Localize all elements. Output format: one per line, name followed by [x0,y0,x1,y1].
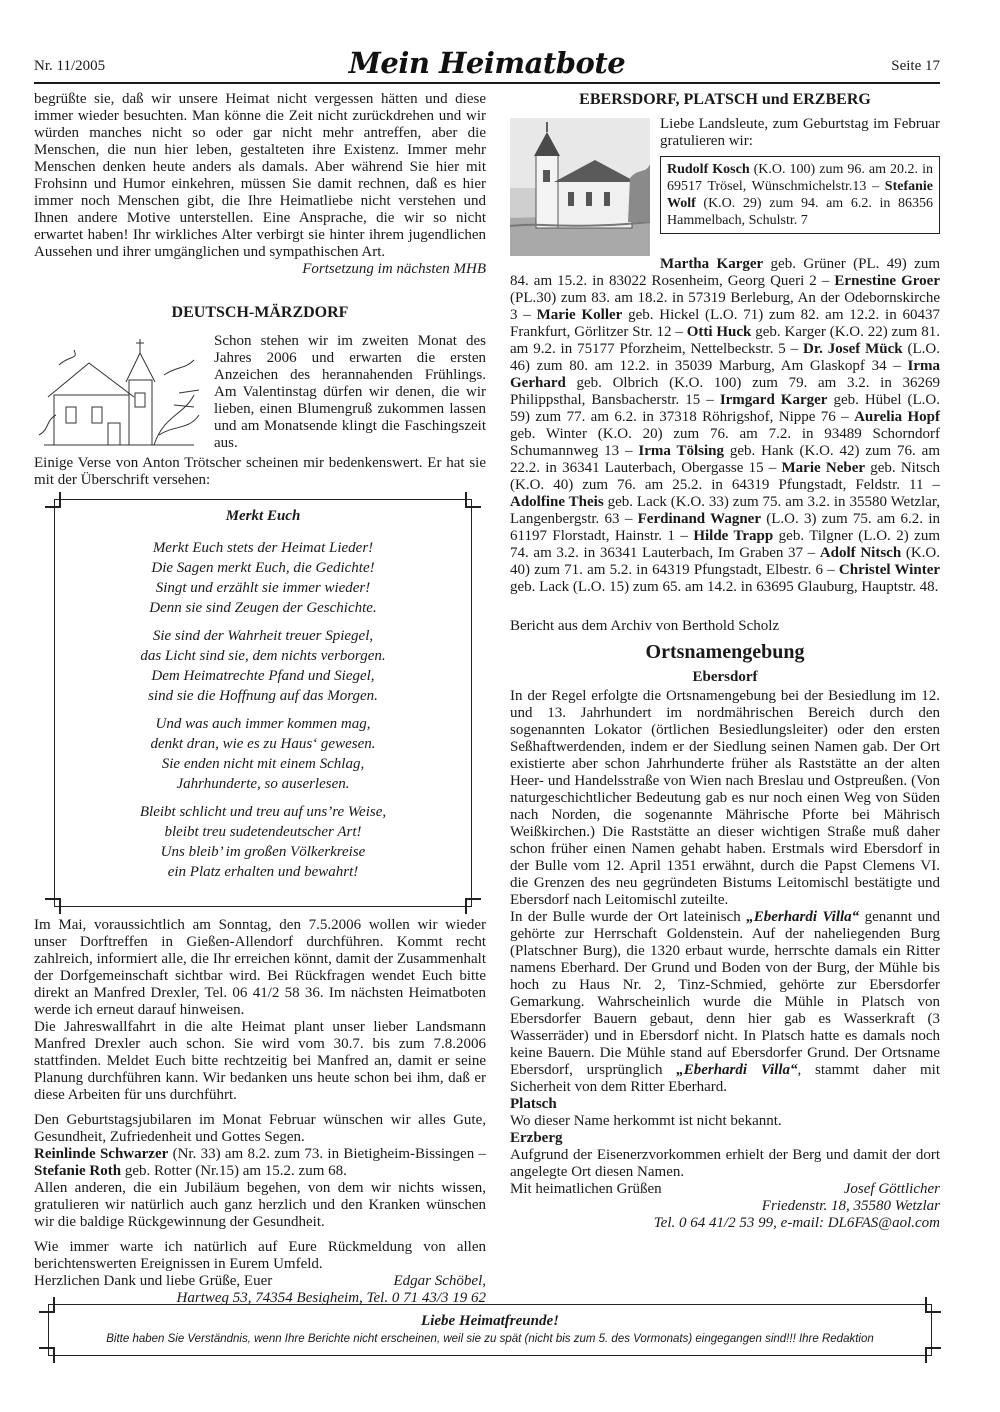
birthday-name: Martha Karger [660,256,764,272]
verses-intro: Einige Verse von Anton Trötscher scheinen mir bedenkenswert. Er hat sie mit der Überschrift versehen: [34,455,486,488]
article-title: Ortsnamengebung [645,641,805,663]
birthday-name: Hilde Trapp [693,528,774,544]
birthday-detail: geb. Rotter (Nr.15) am 15.2. zum 68. [121,1163,347,1179]
poem-line: Singt und erzählt sie immer wieder! [155,580,371,596]
chapel-illustration [34,335,204,453]
section-title-ebersdorf: EBERSDORF, PLATSCH und ERZBERG [579,91,871,108]
church-photo [510,118,650,256]
right-column [510,91,940,1232]
pilgrimage-paragraph: Die Jahreswallfahrt in die alte Heimat plant unser lieber Landsmann Manfred Drexler auch schon. Sie wird vom 30.7. bis zum 7.8.2006 stattfinden. Meldet Euch bitte rechtzeitig bei Manfred an, damit er seine Planung durchführen kann. Wir bedanken uns heute schon bei ihm, daß er diese Arbeiten für uns durchführt. [34,1019,486,1103]
greeting: Herzlichen Dank und liebe Grüße, Euer [34,1273,273,1289]
birthday-name: Christel Winter [838,562,941,578]
corner-ornament [39,1347,55,1363]
corner-ornament [45,492,61,508]
birthday-greeting: Liebe Landsleute, zum Geburtstag im Februar gratulieren wir: [660,116,940,149]
closing-paragraph: Wie immer warte ich natürlich auf Eure Rückmeldung von allen berichtenswerten Ereignissen in Eurem Umfeld. [34,1239,486,1272]
poem-stanza [63,626,463,706]
poem-title: Merkt Euch [225,508,301,524]
birthday-wishes: Den Geburtstagsjubilaren im Monat Februar wünschen wir alles Gute, Gesundheit, Zufriedenheit und Gottes Segen. [34,1112,486,1145]
ebersdorf-paragraph-1: In der Regel erfolgte die Ortsnamengebung bei der Besiedlung im 12. und 13. Jahrhundert im nordmährischen Bereich durch den sogenannten Lokator (örtlichen Besiedlungsleiter) oder den ersten Seßhaftwerdenden, indem er der Siedlung seinen Namen gab. Der Ort existierte aber schon Jahrhunderte früher als Raststätte an der alten Heer- und Handelsstraße von Wien nach Breslau und Ostpreußen. (Von naturgeschichtlicher Bedeutung gab es nur noch einen Weg von Süden nach Norden, die sogenannte Mährische Pforte bei Mährisch Weißkirchen.) Die Raststätte an dieser wichtigen Straße muß daher schon früher einen Namen gehabt haben. Erstmals wird Ebersdorf in der Bulle vom 12. April 1351 erwähnt, durch die Papst Clemens VI. die Grenzen des neu gegründeten Bistums Leitomischl bestätigte und Ebersdorf nach Leitomischl zuteilte. [510,688,940,908]
poem-line: Bleibt schlicht und treu auf uns’re Weise, [139,804,387,820]
poem-line: sind sie die Hoffnung auf das Morgen. [148,688,378,704]
birthday-detail: (K.O. 29) zum 94. am 6.2. in 86356 Hammelbach, Schulstr. 7 [667,196,933,228]
page-number: Seite 17 [891,58,940,74]
subheading-platsch: Platsch [510,1096,557,1112]
platsch-text: Wo dieser Name herkommt ist nicht bekannt. [510,1113,782,1129]
erzberg-text: Aufgrund der Eisenerzvorkommen erhielt der Berg und damit der dort angelegte Ort diesen Namen. [510,1147,940,1180]
birthday-detail: geb. Nitsch (K.O. 40) zum 76. am 25.2. in 64319 Pfungstadt, Feldstr. 11 – [510,460,940,493]
birthday-name: Marie Koller [536,307,623,323]
section-title-deutsch-maerzdorf: DEUTSCH-MÄRZDORF [171,304,349,321]
left-column [34,91,486,1307]
birthday-name: Rudolf Kosch [667,162,750,177]
corner-ornament [465,898,481,914]
poem-line: Sie sind der Wahrheit treuer Spiegel, [152,628,374,644]
poem-line: Die Sagen merkt Euch, die Gedichte! [151,560,375,576]
issue-number: Nr. 11/2005 [34,58,106,74]
poem-line: das Licht sind sie, dem nichts verborgen. [140,648,386,664]
footer-notice [48,1304,932,1356]
birthday-detail: (Nr. 33) am 8.2. zum 73. in Bietigheim-Bissingen – [168,1146,487,1162]
birthday-detail: geb. Grüner (PL. 49) zum 84. am 15.2. in 83022 Rosenheim, Georg Queri 2 – [510,256,940,289]
text-span: In der Bulle wurde der Ort lateinisch [510,909,747,925]
birthday-detail: geb. Lack (L.O. 15) zum 65. am 14.2. in 63695 Glauburg, Hauptstr. 48. [510,579,939,595]
poem-line: ein Platz erhalten und bewahrt! [167,864,359,880]
birthday-name: Irma Tölsing [638,443,725,459]
birthday-name: Adolf Nitsch [819,545,902,561]
poem-line: Und was auch immer kommen mag, [155,716,371,732]
birthday-detail: geb. Olbrich (K.O. 100) zum 79. am 3.2. in 36269 Philippsthal, Bansbacherstr. 15 – [510,375,940,408]
birthday-name: Irmgard Karger [719,392,828,408]
page-header [34,46,940,82]
birthday-detail: (L.O. 46) zum 80. am 12.2. in 35039 Marburg, Am Glaskopf 34 – [510,341,940,374]
birthday-name: Otti Huck [686,324,752,340]
birthday-list [34,1146,486,1180]
birthday-detail: geb. Hank (K.O. 42) zum 76. am 22.2. in 36341 Lauterbach, Obergasse 15 – [510,443,940,476]
birthday-detail: (PL.30) zum 83. am 18.2. in 57319 Berleburg, An der Odebornskirche 3 – [510,290,940,323]
birthday-name: Stefanie Roth [34,1163,122,1179]
birthday-detail: (K.O. 100) zum 96. am 20.2. in 69517 Trösel, Wünschmichelstr.13 – [667,162,933,194]
intro-text: begrüßte sie, daß wir unsere Heimat nicht vergessen hätten und diese immer wieder besuchten. Man könne die Zeit nicht zurückdrehen und wir würden manches nicht so oder gar nicht mehr antreffen, aber die Menschen, die nun hier leben, gestalteten ihre Existenz. Immer mehr Menschen denken heute anders als damals. Aber während Sie hier mit Frohsinn und Humor einkehren, müssen Sie damit rechnen, daß es hier immer noch Menschen gibt, die Ihre Heimatliebe nicht verstehen und Ihnen andere Motive unterstellen. Eine Ansprache, die wir so nicht erwartet haben! Ihr wirkliches Alter verbirgt sie hinter ihrem jugendlichen Aussehen und ihrer umgänglichen und sympathischen Art. [34,91,486,260]
poem-line: denkt dran, wie es zu Haus‘ gewesen. [150,736,376,752]
birthday-name: Ernestine Groer [834,273,940,289]
birthday-detail: geb. Lack (K.O. 33) zum 75. am 3.2. in 35580 Wetzlar, Langenbergstr. 63 – [510,494,941,527]
corner-ornament [39,1297,55,1313]
poem-line: Uns bleib’ im großen Völkerkreise [160,844,366,860]
poem-line: bleibt treu sudetendeutscher Art! [164,824,362,840]
birthday-name: Aurelia Hopf [854,409,940,425]
birthday-name: Dr. Josef Mück [803,341,903,357]
birthday-detail: (L.O. 3) zum 75. am 6.2. in 61197 Florstadt, Hainstr. 1 – [510,511,940,544]
birthday-detail: geb. Winter (K.O. 20) zum 76. am 7.2. in 93489 Schorndorf Schumannweg 13 – [510,426,940,459]
author-contact: Tel. 0 64 41/2 53 99, e-mail: DL6FAS@aol.com [653,1215,940,1231]
birthday-name: Stefanie Wolf [667,179,933,211]
poem-stanza [63,714,463,794]
birthday-name: Adolfine Theis [510,494,604,510]
corner-ornament [45,898,61,914]
corner-ornament [465,492,481,508]
signature-line [34,1273,486,1290]
poem-line: Merkt Euch stets der Heimat Lieder! [152,540,374,556]
others-paragraph: Allen anderen, die ein Jubiläum begehen, von dem wir nichts wissen, gratulieren wir natürlich auch ganz herzlich und den Kranken wünschen wir die baldige Rückgewinnung der Gesundheit. [34,1180,486,1230]
birthday-list [510,256,940,596]
ebersdorf-paragraph-2 [510,909,940,1096]
birthday-detail: geb. Karger (K.O. 22) zum 81. am 9.2. in 75177 Pforzheim, Nettelbeckstr. 5 – [510,324,940,357]
poem-box [54,499,472,907]
birthday-name: Irma Gerhard [510,358,940,391]
footer-text: Bitte haben Sie Verständnis, wenn Ihre Berichte nicht erscheinen, weil sie zu spät (nicht bis zum 5. des Vormonats) eingegangen sind!!! Ihre Redaktion [106,1333,874,1345]
author-name: Josef Göttlicher [843,1181,940,1197]
subheading-ebersdorf: Ebersdorf [692,669,758,685]
text-span: , stammt daher mit Sicherheit von dem Ritter Eberhard. [510,1062,940,1095]
corner-ornament [925,1297,941,1313]
intro-paragraph [34,91,486,277]
birthday-name: Marie Neber [781,460,866,476]
birthday-detail: geb. Hickel (L.O. 71) zum 82. am 12.2. in 60437 Frankfurt, Görlitzer Str. 12 – [510,307,940,340]
report-source: Bericht aus dem Archiv von Berthold Scholz [510,618,780,634]
poem-stanza [63,802,463,882]
meeting-paragraph: Im Mai, voraussichtlich am Sonntag, den 7.5.2006 wollen wir wieder unser Dorftreffen in Gießen-Allendorf durchführen. Kommt recht zahlreich, informiert alle, die Ihr erreichen könnt, damit der Zusammenhalt der Dorfgemeinschaft sichtbar wird. Bei Rückfragen wendet Euch bitte direkt an Manfred Drexler, Tel. 06 41/2 58 36. Im nächsten Heimatboten werde ich erneut darauf hinweisen. [34,917,486,1018]
masthead: Mein Heimatbote [348,46,626,80]
author-address: Friedenstr. 18, 35580 Wetzlar [761,1198,940,1214]
highlight-birthday-box [660,156,940,234]
birthday-detail: geb. Hübel (L.O. 59) zum 77. am 6.2. in 37318 Röhrigshof, Nippe 76 – [510,392,940,425]
birthday-detail: geb. Tilgner (L.O. 2) zum 74. am 3.2. in 36341 Lauterbach, Im Graben 37 – [510,528,940,561]
poem-line: Sie enden nicht mit einem Schlag, [161,756,365,772]
poem-line: Jahrhunderte, so auserlesen. [176,776,350,792]
villa-name: „Eberhardi Villa“ [746,909,860,925]
author-address: Hartweg 53, 74354 Besigheim, Tel. 0 71 43/3 19 62 [176,1290,486,1306]
birthday-name: Reinlinde Schwarzer [34,1146,169,1162]
footer-title: Liebe Heimatfreunde! [421,1313,559,1329]
birthday-detail: (K.O. 40) zum 71. am 5.2. in 64319 Pfungstadt, Elbestr. 6 – [510,545,940,578]
section-intro: Schon stehen wir im zweiten Monat des Jahres 2006 und erwarten die ersten Anzeichen des herannahenden Frühlings. Am Valentinstag dürfen wir denen, die wir lieben, einen Blumengruß zukommen lassen und am Monatsende klingt die Faschingszeit aus. [214,333,486,451]
continued-note: Fortsetzung im nächsten MHB [302,261,486,277]
header-rule [34,82,940,84]
poem-stanza [63,538,463,618]
corner-ornament [925,1347,941,1363]
text-span: genannt und gehörte zur Herrschaft Goldenstein. Auf der naheliegenden Burg (Platschner Burg), die 1320 erbaut wurde, herrschte damals ein Ritter namens Eberhard. Der Grund und Boden von der Burg, der Mühle bis hoch zu Haus Nr. 2, Tinz-Schmied, gehörte zur Ebersdorfer Gemarkung. Wahrscheinlich wurde die Mühle in Platsch von Ebersdorfer Bauern gebaut, denn hier gab es Wasserkraft (3 Wasserräder) und in Ebersdorf nicht. In Platsch hatte es damals noch keine Bauern. Die Mühle stand auf Ebersdorfer Grund. Der Ortsname Ebersdorf, ursprünglich [510,909,940,1078]
poem-line: Denn sie sind Zeugen der Geschichte. [149,600,377,616]
villa-name: „Eberhardi Villa“ [676,1062,798,1078]
signature-line [510,1181,940,1198]
author-name: Edgar Schöbel, [393,1273,486,1289]
subheading-erzberg: Erzberg [510,1130,563,1146]
birthday-name: Ferdinand Wagner [637,511,761,527]
closing-greeting: Mit heimatlichen Grüßen [510,1181,662,1197]
poem-line: Dem Heimatrechte Pfand und Siegel, [151,668,375,684]
